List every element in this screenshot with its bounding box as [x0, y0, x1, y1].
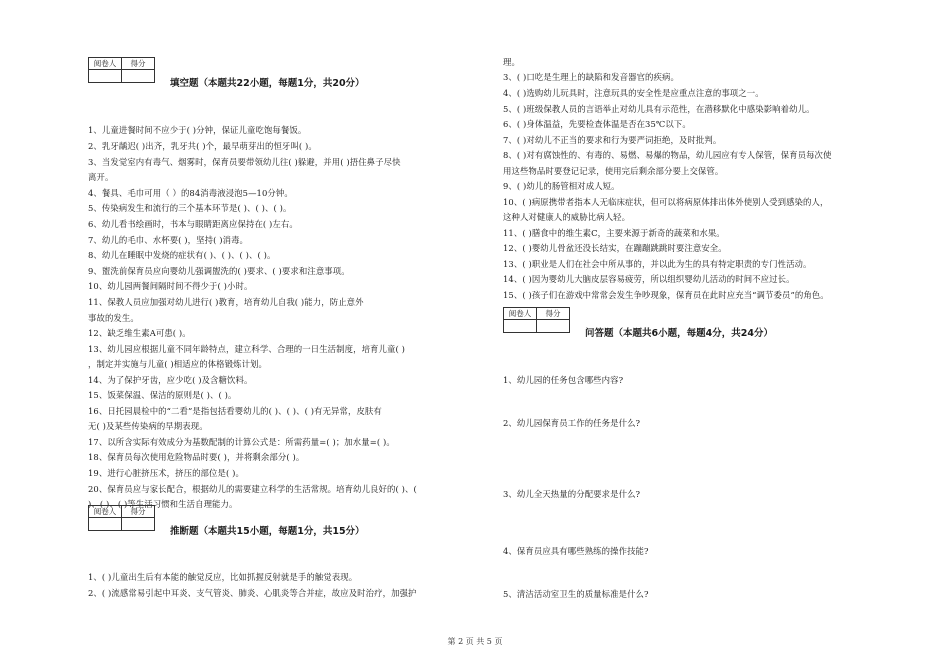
list-item: 7、( )对幼儿不正当的要求和行为要严词拒绝，及时批判。: [503, 135, 722, 145]
list-item: ，制定并实施与儿童( )相适应的体格锻炼计划。: [88, 359, 267, 369]
reviewer-label: 阅卷人: [89, 506, 122, 518]
list-item: 离开。: [88, 172, 114, 182]
score-box-judge: [88, 505, 155, 531]
list-item: 理。: [503, 57, 520, 67]
score-label: 得分: [122, 58, 155, 70]
list-item: 10、幼儿园两餐间隔时间不得少于( )小时。: [88, 281, 253, 291]
list-item: 11、( )膳食中的维生素C，主要来源于新奇的蔬菜和水果。: [503, 228, 725, 238]
list-item: 4、( )选购幼儿玩具时，注意玩具的安全性是应重点注意的事项之一。: [503, 88, 764, 98]
list-item: 16、日托园晨检中的“二看”是指包括看婴幼儿的( )、( )、( )有无异常，皮肤有: [88, 406, 382, 416]
list-item: 9、盥洗前保育员应向婴幼儿强调盥洗的( )要求、( )要求和注意事项。: [88, 266, 350, 276]
list-item: )、( )、( )等生活习惯和生活自理能力。: [88, 499, 238, 509]
score-cell[interactable]: [122, 518, 155, 531]
score-box-qa: [503, 307, 570, 333]
list-item: 7、幼儿的毛巾、水杯要( )，坚持( )消毒。: [88, 235, 249, 245]
list-item: 3、( )口吃是生理上的缺陷和发音器官的疾病。: [503, 72, 679, 82]
reviewer-cell[interactable]: [89, 70, 122, 83]
list-item: 13、幼儿园应根据儿童不同年龄特点，建立科学、合理的一日生活制度，培育儿童( ): [88, 344, 405, 354]
score-label: 得分: [122, 506, 155, 518]
list-item: 4、保育员应具有哪些熟练的操作技能?: [503, 546, 649, 556]
list-item: 5、( )班级保教人员的言语举止对幼儿具有示范性，在潜移默化中感染影响着幼儿。: [503, 104, 815, 114]
score-cell[interactable]: [537, 320, 570, 333]
list-item: 10、( )病原携带者指本人无临床症状，但可以将病原体排出体外使别人受到感染的人，: [503, 197, 829, 207]
reviewer-cell[interactable]: [504, 320, 537, 333]
list-item: 14、为了保护牙齿，应少吃( )及含糖饮料。: [88, 375, 253, 385]
list-item: 8、幼儿在睡眠中发烧的症状有( )、( )、( )、( )。: [88, 250, 276, 260]
list-item: 11、保教人员应加强对幼儿进行( )教育，培育幼儿自我( )能力，防止意外: [88, 297, 364, 307]
list-item: 1、( )儿童出生后有本能的触觉反应，比如抓握反射就是手的触觉表现。: [88, 572, 358, 582]
score-cell[interactable]: [122, 70, 155, 83]
list-item: 20、保育员应与家长配合，根据幼儿的需要建立科学的生活常规。培育幼儿良好的( )、(: [88, 484, 417, 494]
list-item: 1、儿童进餐时间不应少于( )分钟，保证儿童吃饱每餐饭。: [88, 125, 307, 135]
list-item: 15、( )孩子们在游戏中常常会发生争吵现象，保育员在此时应充当“调节委员”的角色。: [503, 290, 829, 300]
list-item: 4、餐具、毛巾可用（ ）的84消毒液浸泡5—10分钟。: [88, 188, 293, 198]
section-title-qa: 问答题（本题共6小题，每题4分，共24分）: [585, 328, 773, 339]
list-item: 13、( )职业是人们在社会中所从事的，并以此为生的具有特定职责的专门性活动。: [503, 259, 812, 269]
list-item: 3、当发觉室内有毒气、烟雾时，保育员要带领幼儿往( )躲避，并用( )捂住鼻子尽快: [88, 157, 401, 167]
list-item: 这种人对健康人的威胁比病人轻。: [503, 212, 631, 222]
score-label: 得分: [537, 308, 570, 320]
list-item: 12、缺乏维生素A可患( )。: [88, 328, 191, 338]
list-item: 9、( )幼儿的肠管相对成人短。: [503, 181, 620, 191]
list-item: 用这些物品时要登记记录，使用完后剩余部分要上交保管。: [503, 166, 724, 176]
score-box-fill: [88, 57, 155, 83]
list-item: 17、以所含实际有效成分为基数配制的计算公式是：所需药量=( )；加水量=( )。: [88, 437, 395, 447]
list-item: 事故的发生。: [88, 313, 139, 323]
reviewer-cell[interactable]: [89, 518, 122, 531]
list-item: 2、( )流感常易引起中耳炎、支气管炎、肺炎、心肌炎等合并症，故应及时治疗，加强护: [88, 588, 417, 598]
page-number: 第 2 页 共 5 页: [447, 637, 503, 646]
list-item: 12、( )婴幼儿骨盆还没长结实，在蹦蹦跳跳时要注意安全。: [503, 243, 727, 253]
list-item: 3、幼儿全天热量的分配要求是什么?: [503, 489, 641, 499]
section-title-judge: 推断题（本题共15小题，每题1分，共15分）: [170, 526, 365, 537]
list-item: 无( )及某些传染病的早期表现。: [88, 421, 208, 431]
list-item: 1、幼儿园的任务包含哪些内容?: [503, 375, 624, 385]
reviewer-label: 阅卷人: [504, 308, 537, 320]
list-item: 6、幼儿看书绘画时，书本与眼睛距离应保持在( )左右。: [88, 219, 298, 229]
list-item: 5、清洁活动室卫生的质量标准是什么?: [503, 589, 649, 599]
list-item: 6、( )身体温益，先要检查体温是否在35℃以下。: [503, 119, 691, 129]
list-item: 15、饭菜保温、保洁的原则是( )、( )。: [88, 390, 237, 400]
list-item: 18、保育员每次使用危险物品时要( )，并将剩余部分( )。: [88, 452, 305, 462]
reviewer-label: 阅卷人: [89, 58, 122, 70]
list-item: 19、进行心脏挤压术，挤压的部位是( )。: [88, 468, 244, 478]
list-item: 2、乳牙龋迟( )出齐，乳牙共( )个，最早萌芽出的恒牙叫( )。: [88, 141, 317, 151]
list-item: 5、传染病发生和流行的三个基本环节是( )、( )、( )。: [88, 203, 292, 213]
list-item: 2、幼儿园保育员工作的任务是什么?: [503, 418, 641, 428]
list-item: 14、( )因为婴幼儿大脑皮层容易疲劳，所以组织婴幼儿活动的时间不应过长。: [503, 274, 795, 284]
list-item: 8、( )对有腐蚀性的、有毒的、易燃、易爆的物品，幼儿园应有专人保管，保育员每次使: [503, 150, 832, 160]
section-title-fill: 填空题（本题共22小题，每题1分，共20分）: [170, 78, 365, 89]
